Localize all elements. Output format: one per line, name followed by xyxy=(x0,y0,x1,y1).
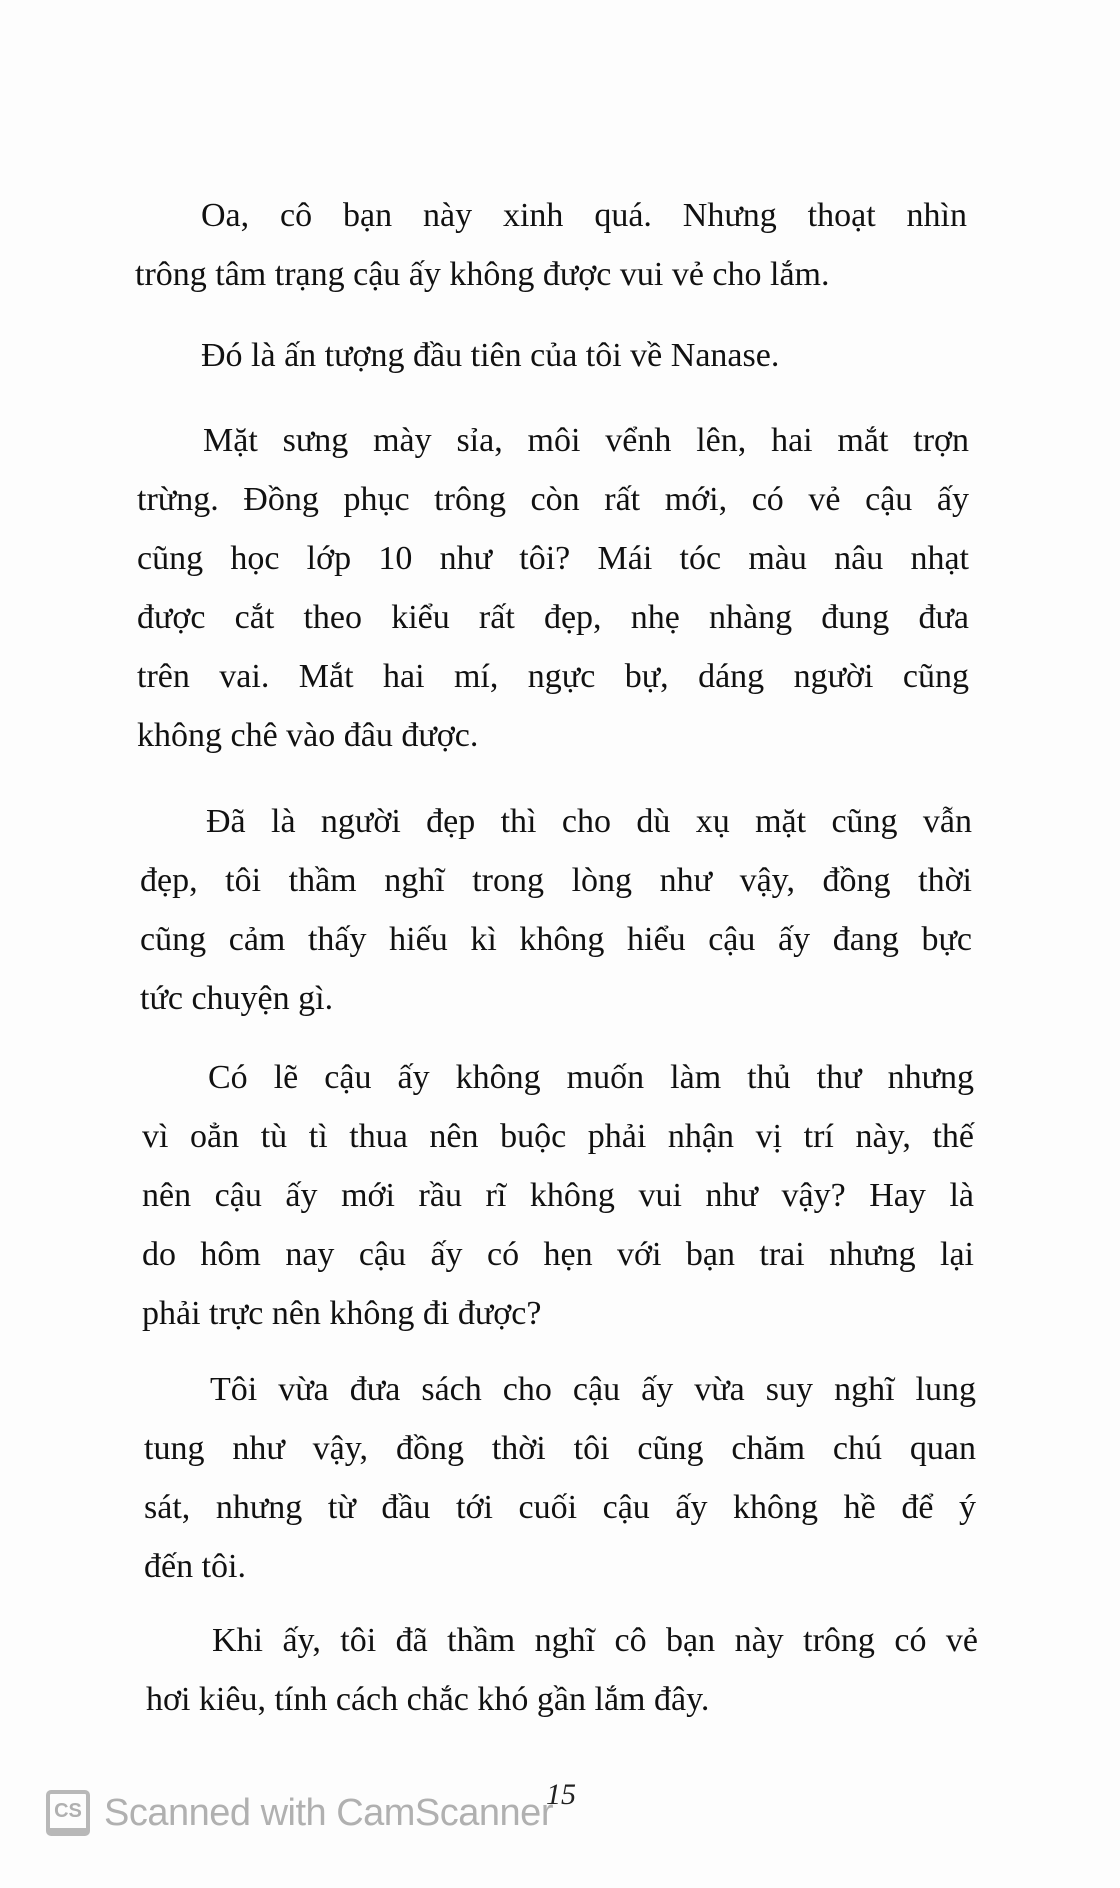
text-line: đẹp, tôi thầm nghĩ trong lòng như vậy, đồng thời xyxy=(140,862,972,899)
paragraph xyxy=(144,1360,976,1596)
text-line: trên vai. Mắt hai mí, ngực bự, dáng người cũng xyxy=(137,658,969,695)
text-line: tức chuyện gì. xyxy=(140,980,334,1017)
text-line: Có lẽ cậu ấy không muốn làm thủ thư nhưng xyxy=(208,1059,974,1096)
camscanner-logo-icon: CS xyxy=(46,1790,90,1836)
page-number: 15 xyxy=(546,1778,576,1811)
text-line: Tôi vừa đưa sách cho cậu ấy vừa suy nghĩ lung xyxy=(210,1371,976,1408)
paragraph xyxy=(135,186,967,304)
paragraph xyxy=(135,326,967,385)
text-line: sát, nhưng từ đầu tới cuối cậu ấy không hề để ý xyxy=(144,1489,976,1526)
text-line: nên cậu ấy mới rầu rĩ không vui như vậy? Hay là xyxy=(142,1177,974,1214)
text-line: trừng. Đồng phục trông còn rất mới, có vẻ cậu ấy xyxy=(137,481,969,518)
text-line: phải trực nên không đi được? xyxy=(142,1295,542,1332)
text-line: không chê vào đâu được. xyxy=(137,717,479,754)
text-line: Đã là người đẹp thì cho dù xụ mặt cũng vẫn xyxy=(206,803,972,840)
text-line: Mặt sưng mày sỉa, môi vểnh lên, hai mắt trợn xyxy=(203,422,969,459)
paragraph xyxy=(140,792,972,1028)
text-line: tung như vậy, đồng thời tôi cũng chăm chú quan xyxy=(144,1430,976,1467)
watermark-text: Scanned with CamScanner xyxy=(104,1791,553,1834)
text-line: cũng cảm thấy hiếu kì không hiểu cậu ấy đang bực xyxy=(140,921,972,958)
text-line: vì oẳn tù tì thua nên buộc phải nhận vị trí này, thế xyxy=(142,1118,974,1155)
text-line: Khi ấy, tôi đã thầm nghĩ cô bạn này trông có vẻ xyxy=(212,1622,978,1659)
camscanner-watermark xyxy=(46,1790,553,1836)
text-line: Đó là ấn tượng đầu tiên của tôi về Nanase. xyxy=(201,337,780,374)
text-line: trông tâm trạng cậu ấy không được vui vẻ cho lắm. xyxy=(135,256,830,293)
text-line: hơi kiêu, tính cách chắc khó gần lắm đây. xyxy=(146,1681,710,1718)
text-line: đến tôi. xyxy=(144,1548,246,1585)
text-line: do hôm nay cậu ấy có hẹn với bạn trai nhưng lại xyxy=(142,1236,974,1273)
text-line: cũng học lớp 10 như tôi? Mái tóc màu nâu nhạt xyxy=(137,540,969,577)
text-line: được cắt theo kiểu rất đẹp, nhẹ nhàng đung đưa xyxy=(137,599,969,636)
paragraph xyxy=(146,1611,978,1729)
paragraph xyxy=(137,411,969,765)
text-line: Oa, cô bạn này xinh quá. Nhưng thoạt nhìn xyxy=(201,197,967,234)
paragraph xyxy=(142,1048,974,1343)
